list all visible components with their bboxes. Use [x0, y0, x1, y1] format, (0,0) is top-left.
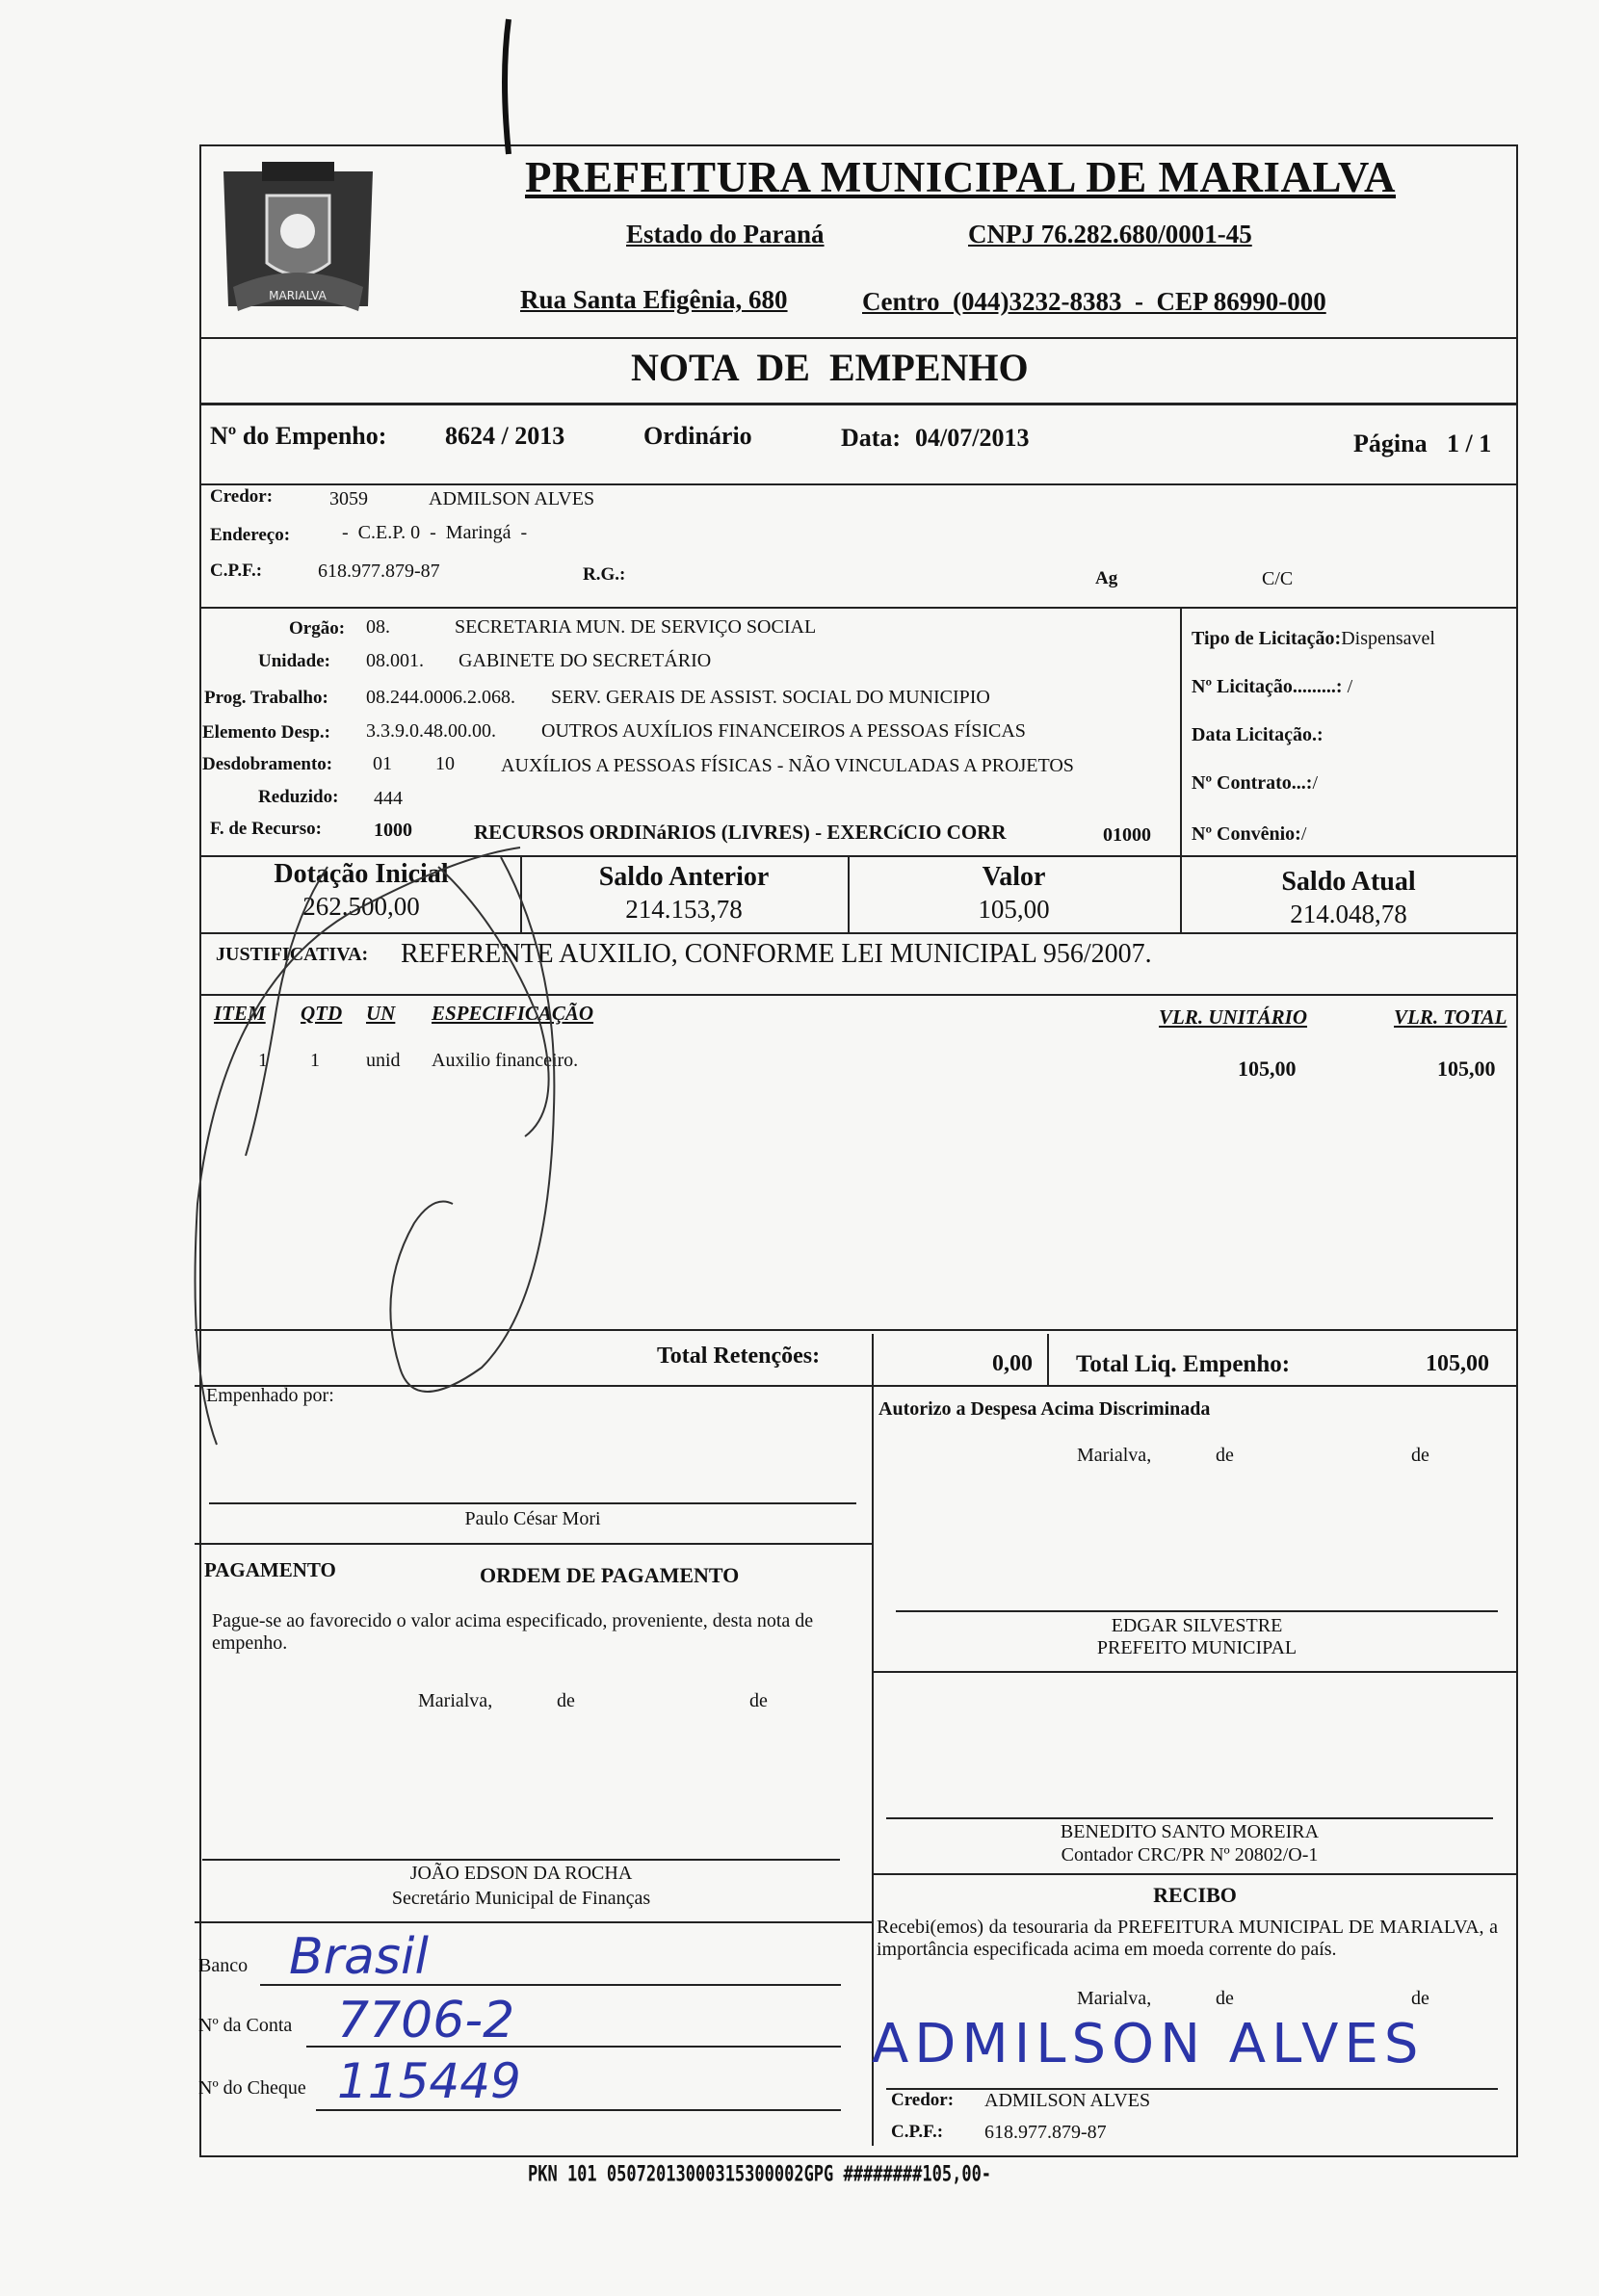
header-state: Estado do Paraná — [626, 220, 825, 248]
items-header-spec: ESPECIFICAÇÃO — [432, 1002, 594, 1025]
recibo-text: Recebi(emos) da tesouraria da PREFEITURA MUNICIPAL DE MARIALVA, a importância especificada acima em moeda corrente do país. — [877, 1917, 1498, 1960]
recurso-code: 1000 — [374, 820, 412, 841]
cc-label: C/C — [1262, 568, 1294, 589]
autorizo-de-1: de — [1216, 1445, 1234, 1466]
items-header-qtd: QTD — [301, 1002, 343, 1025]
conta-handwritten: 7706-2 — [337, 1992, 515, 2049]
saldo-atual-label: Saldo Atual — [1281, 867, 1416, 897]
svg-text:MARIALVA: MARIALVA — [269, 289, 327, 302]
page-label: Página — [1353, 430, 1428, 457]
credor-address: - C.E.P. 0 - Maringá - — [342, 522, 528, 543]
desdobramento-label: Desdobramento: — [202, 754, 333, 774]
unidade-name: GABINETE DO SECRETÁRIO — [459, 650, 712, 671]
banco-handwritten: Brasil — [289, 1928, 429, 1986]
row-unit: 105,00 — [1238, 1057, 1297, 1081]
total-retencoes-value: 0,00 — [992, 1351, 1033, 1376]
row-desc: Auxilio financeiro. — [432, 1050, 579, 1071]
numero-convenio: Nº Convênio:/ — [1192, 823, 1307, 845]
autorizo-place: Marialva, — [1077, 1445, 1152, 1466]
pagamento-place: Marialva, — [418, 1690, 493, 1711]
items-header-un: UN — [366, 1002, 396, 1025]
ag-label: Ag — [1095, 568, 1118, 588]
orgao-label: Orgão: — [289, 618, 346, 639]
credor-label: Credor: — [210, 486, 274, 507]
items-header-total: VLR. TOTAL — [1394, 1005, 1507, 1029]
header-title: PREFEITURA MUNICIPAL DE MARIALVA — [525, 153, 1397, 201]
prog-code: 08.244.0006.2.068. — [366, 687, 515, 708]
orgao-name: SECRETARIA MUN. DE SERVIÇO SOCIAL — [455, 616, 817, 638]
row-un: unid — [366, 1050, 401, 1071]
desdobramento-code-1: 01 — [373, 753, 392, 774]
total-liquido-label: Total Liq. Empenho: — [1076, 1351, 1291, 1377]
recibo-de-2: de — [1411, 1988, 1429, 2009]
row-qtd: 1 — [310, 1050, 320, 1071]
row-total: 105,00 — [1437, 1057, 1496, 1081]
secretario-name: JOÃO EDSON DA ROCHA — [409, 1863, 633, 1884]
autorizo-text: Autorizo a Despesa Acima Discriminada — [878, 1398, 1211, 1420]
elemento-name: OUTROS AUXÍLIOS FINANCEIROS A PESSOAS FÍSICAS — [541, 720, 1026, 742]
conta-label: Nº da Conta — [198, 2015, 293, 2036]
contador-title: Contador CRC/PR Nº 20802/O-1 — [1061, 1844, 1319, 1866]
prog-label: Prog. Trabalho: — [204, 688, 328, 708]
justificativa-label: JUSTIFICATIVA: — [216, 944, 369, 965]
prefeito-title: PREFEITO MUNICIPAL — [1096, 1637, 1298, 1658]
justificativa-text: REFERENTE AUXILIO, CONFORME LEI MUNICIPAL 956/2007. — [401, 939, 1152, 969]
credor-cpf: 618.977.879-87 — [318, 561, 440, 582]
pagamento-de-2: de — [749, 1690, 768, 1711]
address-label: Endereço: — [210, 525, 291, 545]
empenho-type: Ordinário — [643, 422, 752, 450]
header-address: Rua Santa Efigênia, 680 — [520, 285, 788, 314]
secretario-title: Secretário Municipal de Finanças — [391, 1888, 651, 1909]
empenho-date-label: Data: — [841, 424, 902, 452]
header-cnpj: CNPJ 76.282.680/0001-45 — [968, 220, 1252, 248]
tipo-licitacao: Tipo de Licitação:Dispensavel — [1192, 628, 1435, 649]
document-title: NOTA DE EMPENHO — [631, 346, 1029, 389]
pagamento-label: PAGAMENTO — [204, 1558, 336, 1581]
desdobramento-code-2: 10 — [435, 753, 455, 774]
recurso-name: RECURSOS ORDINáRIOS (LIVRES) - EXERCíCIO CORR — [474, 821, 1007, 844]
numero-licitacao: Nº Licitação.........: / — [1192, 676, 1353, 697]
reduzido-value: 444 — [374, 788, 403, 809]
footer-code: PKN 101 05072013000315300002GPG ########105,00- — [528, 2162, 992, 2187]
valor-label: Valor — [982, 862, 1046, 892]
cheque-handwritten: 115449 — [337, 2053, 521, 2109]
contador-name: BENEDITO SANTO MOREIRA — [1060, 1821, 1320, 1842]
saldo-anterior-label: Saldo Anterior — [598, 862, 770, 892]
total-retencoes-label: Total Retenções: — [657, 1344, 821, 1369]
numero-contrato: Nº Contrato...:/ — [1192, 772, 1319, 794]
empenhado-label: Empenhado por: — [206, 1385, 334, 1406]
recurso-label: F. de Recurso: — [210, 819, 322, 839]
dotacao-label: Dotação Inicial — [274, 859, 449, 889]
empenho-date: 04/07/2013 — [915, 424, 1030, 452]
desdobramento-name: AUXÍLIOS A PESSOAS FÍSICAS - NÃO VINCULADAS A PROJETOS — [501, 755, 1074, 776]
elemento-code: 3.3.9.0.48.00.00. — [366, 720, 496, 742]
elemento-label: Elemento Desp.: — [202, 722, 330, 743]
unidade-code: 08.001. — [366, 650, 424, 671]
row-item: 1 — [258, 1050, 268, 1071]
recibo-place: Marialva, — [1077, 1988, 1152, 2009]
orgao-code: 08. — [366, 616, 390, 638]
recibo-credor: ADMILSON ALVES — [984, 2090, 1151, 2111]
pagamento-text: Pague-se ao favorecido o valor acima especificado, proveniente, desta nota de empenho. — [212, 1610, 814, 1654]
recibo-cpf: 618.977.879-87 — [984, 2122, 1107, 2143]
recibo-title: RECIBO — [1153, 1883, 1237, 1907]
recibo-de-1: de — [1216, 1988, 1234, 2009]
saldo-atual-value: 214.048,78 — [1290, 900, 1407, 928]
recibo-credor-label: Credor: — [891, 2090, 955, 2110]
autorizo-de-2: de — [1411, 1445, 1429, 1466]
empenhado-name: Paulo César Mori — [464, 1508, 601, 1529]
ordem-pagamento-title: ORDEM DE PAGAMENTO — [480, 1563, 740, 1587]
recurso-number: 01000 — [1103, 824, 1151, 846]
saldo-anterior-value: 214.153,78 — [625, 895, 743, 924]
valor-value: 105,00 — [978, 895, 1050, 924]
prog-name: SERV. GERAIS DE ASSIST. SOCIAL DO MUNICIPIO — [551, 687, 990, 708]
pagamento-de-1: de — [557, 1690, 575, 1711]
recibo-signature: ADMILSON ALVES — [872, 2013, 1425, 2075]
total-liquido-value: 105,00 — [1426, 1351, 1489, 1376]
prefeito-name: EDGAR SILVESTRE — [1111, 1615, 1283, 1636]
rg-label: R.G.: — [583, 564, 626, 585]
credor-code: 3059 — [329, 488, 368, 509]
banco-label: Banco — [198, 1955, 249, 1976]
data-licitacao: Data Licitação.: — [1192, 724, 1324, 745]
recibo-cpf-label: C.P.F.: — [891, 2122, 944, 2142]
reduzido-label: Reduzido: — [258, 787, 339, 807]
items-header-item: ITEM — [214, 1002, 266, 1025]
unidade-label: Unidade: — [258, 651, 330, 671]
cheque-label: Nº do Cheque — [198, 2077, 306, 2099]
credor-name: ADMILSON ALVES — [429, 488, 595, 509]
header-contact: Centro (044)3232-8383 - CEP 86990-000 — [862, 287, 1326, 316]
empenho-number-label: Nº do Empenho: — [210, 422, 387, 450]
page-number: 1 / 1 — [1447, 430, 1492, 457]
dotacao-value: 262.500,00 — [302, 892, 420, 921]
empenho-number: 8624 / 2013 — [445, 422, 565, 450]
cpf-label: C.P.F.: — [210, 561, 263, 581]
items-header-unit: VLR. UNITÁRIO — [1159, 1005, 1308, 1029]
